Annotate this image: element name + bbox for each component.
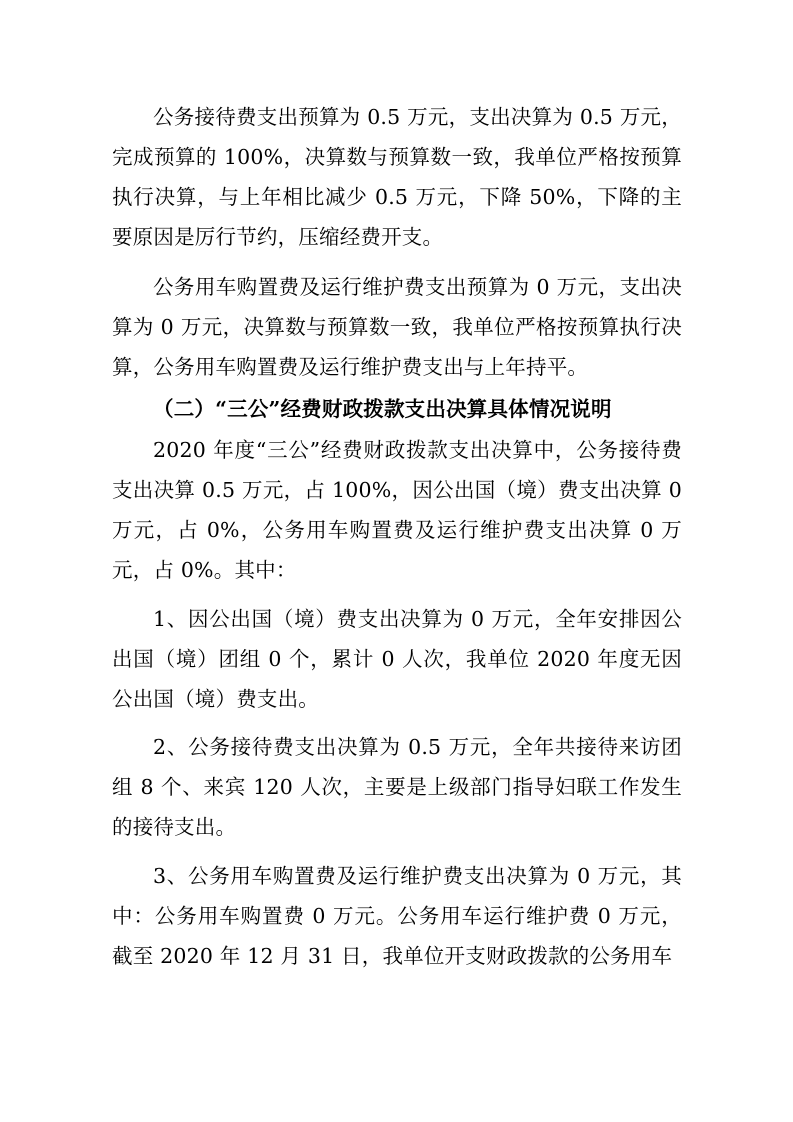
paragraph-item-1-overseas: 1、因公出国（境）费支出决算为 0 万元，全年安排因公出国（境）团组 0 个，累计 0 人次，我单位 2020 年度无因公出国（境）费支出。 — [112, 607, 682, 711]
paragraph-item-3-vehicle: 3、公务用车购置费及运行维护费支出决算为 0 万元，其中：公务用车购置费 0 万元。公务用车运行维护费 0 万元，截至 2020 年 12 月 31 日，我单位开支财政拨款的公务用车 — [112, 864, 682, 968]
paragraph-reception-budget: 公务接待费支出预算为 0.5 万元，支出决算为 0.5 万元，完成预算的 100%，决算数与预算数一致，我单位严格按预算执行决算，与上年相比减少 0.5 万元，下降 50%，下降的主要原因是厉行节约，压缩经费开支。 — [112, 105, 682, 249]
section-heading: （二）“三公”经费财政拨款支出决算具体情况说明 — [153, 397, 612, 421]
paragraph-summary: 2020 年度“三公”经费财政拨款支出决算中，公务接待费支出决算 0.5 万元，占 100%，因公出国（境）费支出决算 0 万元，占 0%，公务用车购置费及运行维护费支出决算 0 万元，占 0%。其中： — [112, 438, 682, 582]
paragraph-vehicle-budget: 公务用车购置费及运行维护费支出预算为 0 万元，支出决算为 0 万元，决算数与预算数一致，我单位严格按预算执行决算，公务用车购置费及运行维护费支出与上年持平。 — [112, 275, 682, 379]
paragraph-item-2-reception: 2、公务接待费支出决算为 0.5 万元，全年共接待来访团组 8 个、来宾 120 人次，主要是上级部门指导妇联工作发生的接待支出。 — [112, 735, 682, 839]
